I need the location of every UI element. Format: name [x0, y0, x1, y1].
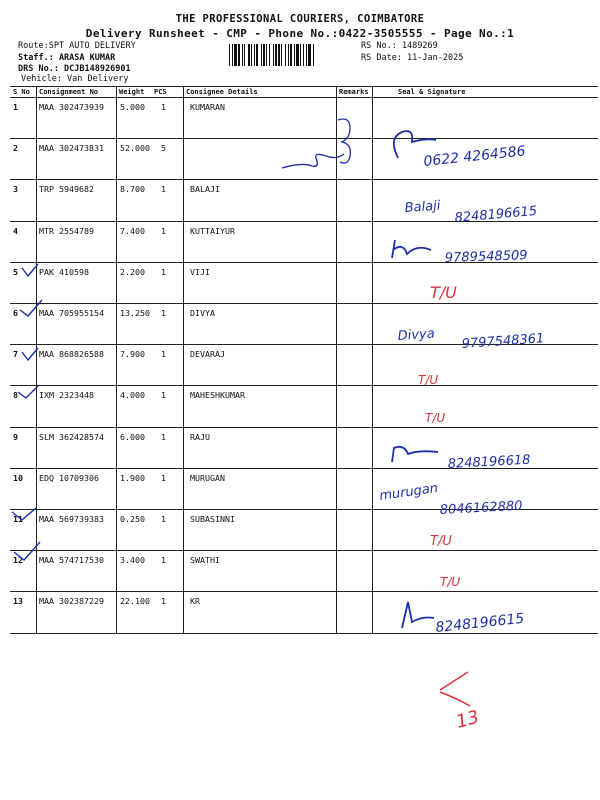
- cell-consignee: BALAJI: [190, 184, 220, 195]
- cell-pcs: 1: [161, 349, 166, 360]
- cell-consignment: MAA 302387229: [39, 596, 104, 607]
- cell-consignment: MTR 2554789: [39, 225, 94, 236]
- cell-sno: 11: [13, 514, 23, 524]
- header-sno: S No: [13, 88, 30, 96]
- tally-stroke: [440, 692, 470, 706]
- cell-pcs: 1: [161, 266, 166, 277]
- cell-sno: 8: [13, 390, 18, 401]
- handwritten-phone: 8248196618: [447, 452, 531, 472]
- handwritten-note: T/U: [440, 575, 461, 589]
- cell-consignee: MURUGAN: [190, 472, 225, 483]
- drs-number: DRS No.: DCJB148926901: [18, 64, 131, 74]
- handwritten-name: Balaji: [404, 198, 441, 216]
- header-consignee: Consignee Details: [186, 88, 258, 96]
- cell-consignee: KR: [190, 596, 200, 607]
- header-remarks: Remarks: [339, 88, 369, 96]
- cell-weight: 7.400: [120, 225, 145, 236]
- handwritten-total: 13: [453, 706, 482, 733]
- cell-weight: 7.900: [120, 349, 145, 360]
- header-weight: Weight: [119, 88, 145, 96]
- tick-mark: [14, 542, 40, 560]
- cell-weight: 5.000: [120, 102, 145, 112]
- route-label: Route:SPT AUTO DELIVERY: [18, 41, 136, 51]
- runsheet-company-title: THE PROFESSIONAL COURIERS, COIMBATORE: [175, 13, 425, 25]
- cell-consignment: IXM 2323448: [39, 390, 94, 401]
- runsheet-subtitle: Delivery Runsheet - CMP - Phone No.:0422-3505555 - Page No.:1: [85, 27, 515, 40]
- cell-sno: 5: [13, 266, 18, 277]
- cell-sno: 12: [13, 555, 23, 566]
- cell-weight: 1.900: [120, 472, 145, 483]
- handwritten-phone: 9789548509: [444, 248, 528, 266]
- cell-weight: 2.200: [120, 266, 145, 277]
- cell-pcs: 1: [161, 431, 166, 442]
- tally-stroke: [440, 672, 468, 690]
- cell-weight: 6.000: [120, 431, 145, 442]
- cell-sno: 4: [13, 225, 18, 236]
- tick-mark: [12, 508, 36, 520]
- handwritten-squiggle: [282, 154, 344, 168]
- tick-mark: [18, 386, 38, 398]
- cell-consignee: KUTTAIYUR: [190, 225, 235, 236]
- cell-pcs: 1: [161, 184, 166, 195]
- cell-consignee: KUMARAN: [190, 102, 225, 112]
- rs-number: RS No.: 1489269: [361, 41, 438, 51]
- cell-sno: 6: [13, 308, 18, 318]
- cell-sno: 2: [13, 143, 18, 154]
- cell-consignment: MAA 705955154: [39, 308, 104, 318]
- cell-sno: 1: [13, 102, 18, 112]
- cell-sno: 3: [13, 184, 18, 195]
- handwritten-note: T/U: [418, 373, 439, 387]
- cell-consignment: TRP 5949682: [39, 184, 94, 195]
- rs-date: RS Date: 11-Jan-2025: [361, 53, 464, 63]
- handwritten-phone: 8248196615: [454, 203, 538, 226]
- tick-mark: [22, 264, 38, 276]
- cell-pcs: 1: [161, 390, 166, 401]
- signature-mark: [402, 602, 434, 628]
- cell-consignment: EDQ 10709306: [39, 472, 99, 483]
- cell-pcs: 5: [161, 143, 166, 154]
- cell-pcs: 1: [161, 514, 166, 524]
- cell-pcs: 1: [161, 225, 166, 236]
- cell-consignment: MAA 302473831: [39, 143, 104, 154]
- cell-sno: 7: [13, 349, 18, 360]
- cell-sno: 10: [13, 472, 23, 483]
- cell-weight: 8.700: [120, 184, 145, 195]
- tick-mark: [22, 348, 38, 360]
- cell-weight: 0.250: [120, 514, 145, 524]
- cell-weight: 52.000: [120, 143, 150, 154]
- cell-pcs: 1: [161, 596, 166, 607]
- cell-pcs: 1: [161, 555, 166, 566]
- cell-consignment: PAK 410598: [39, 266, 89, 277]
- cell-consignee: MAHESHKUMAR: [190, 390, 245, 401]
- cell-consignee: DEVARAJ: [190, 349, 225, 360]
- signature-mark: [392, 447, 438, 462]
- handwritten-phone: 9797548361: [461, 331, 545, 352]
- handwritten-phone: 8046162880: [439, 498, 523, 518]
- handwritten-name: murugan: [378, 480, 439, 504]
- cell-weight: 3.400: [120, 555, 145, 566]
- header-consignment: Consignment No: [39, 88, 99, 96]
- cell-pcs: 1: [161, 308, 166, 318]
- cell-pcs: 1: [161, 102, 166, 112]
- handwritten-name: Divya: [397, 326, 436, 344]
- staff-label: Staff.: ARASA KUMAR: [18, 53, 116, 63]
- handwritten-phone: 0622 4264586: [422, 143, 527, 170]
- cell-sno: 13: [13, 596, 23, 607]
- signature-mark: [392, 240, 431, 258]
- handwritten-note: T/U: [430, 283, 457, 302]
- handwritten-note: T/U: [425, 411, 446, 425]
- cell-consignment: MAA 574717530: [39, 555, 104, 566]
- handwritten-note: T/U: [430, 534, 452, 549]
- cell-consignee: SWATHI: [190, 555, 220, 566]
- vehicle-label: Vehicle: Van Delivery: [21, 74, 129, 84]
- header-seal-signature: Seal & Signature: [398, 88, 466, 96]
- handwritten-phone: 8248196615: [434, 610, 526, 636]
- cell-consignment: MAA 868826588: [39, 349, 104, 360]
- cell-consignment: MAA 302473939: [39, 102, 104, 112]
- cell-consignee: DIVYA: [190, 308, 215, 318]
- header-pcs: PCS: [154, 88, 167, 96]
- cell-consignment: SLM 362428574: [39, 431, 104, 442]
- cell-consignee: VIJI: [190, 266, 210, 277]
- cell-weight: 22.100: [120, 596, 150, 607]
- cell-consignee: SUBASINNI: [190, 514, 235, 524]
- cell-consignment: MAA 569739383: [39, 514, 104, 524]
- tick-mark: [20, 300, 42, 316]
- cell-consignee: RAJU: [190, 431, 210, 442]
- cell-weight: 4.000: [120, 390, 145, 401]
- cell-pcs: 1: [161, 472, 166, 483]
- cell-weight: 13.250: [120, 308, 150, 318]
- cell-sno: 9: [13, 431, 18, 442]
